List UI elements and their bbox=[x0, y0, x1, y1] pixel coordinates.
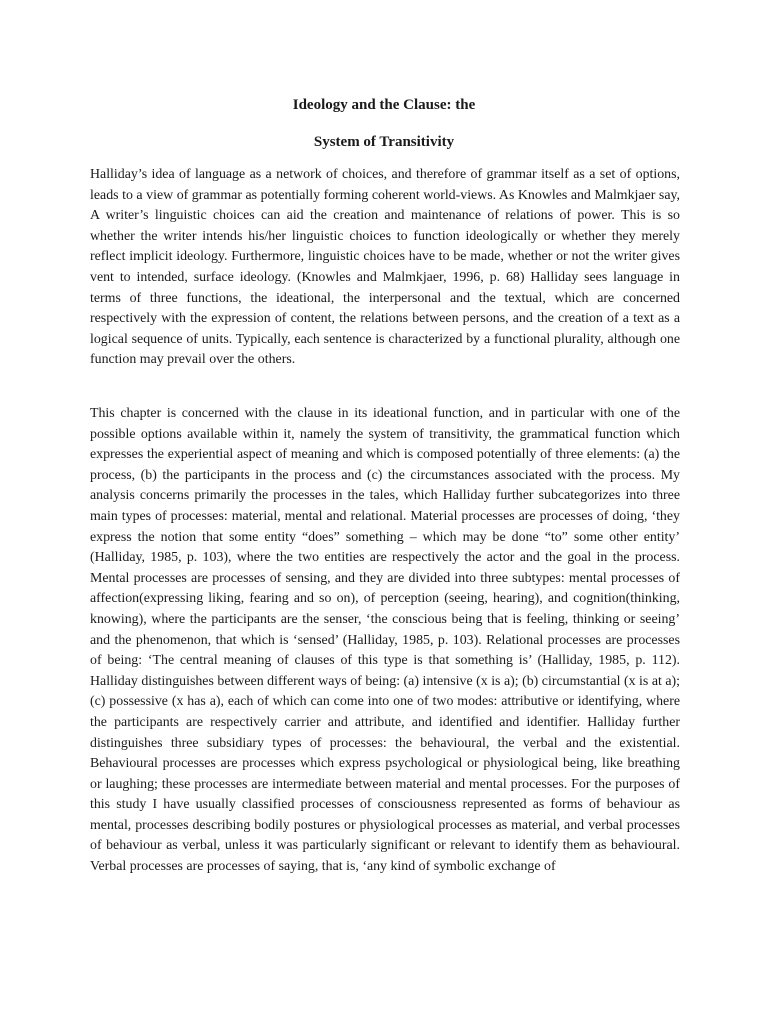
paragraph-2: This chapter is concerned with the clause in its ideational function, and in particular with one of the possible options available within it, namely the system of transitivity, the grammatical function which expresses the experiential aspect of meaning and which is composed potentially of three elements: (a) the process, (b) the participants in the process and (c) the circumstances associated with the process. My analysis concerns primarily the processes in the tales, which Halliday further subcategorizes into three main types of processes: material, mental and relational. Material processes are processes of doing, ‘they express the notion that some entity “does” something – which may be done “to” some other entity’ (Halliday, 1985, p. 103), where the two entities are respectively the actor and the goal in the process. Mental processes are processes of sensing, and they are divided into three subtypes: mental processes of affection(expressing liking, fearing and so on), of perception (seeing, hearing), and cognition(thinking, knowing), where the participants are the senser, ‘the conscious being that is feeling, thinking or seeing’ and the phenomenon, that which is ‘sensed’ (Halliday, 1985, p. 103). Relational processes are processes of being: ‘The central meaning of clauses of this type is that something is’ (Halliday, 1985, p. 112). Halliday distinguishes between different ways of being: (a) intensive (x is a); (b) circumstantial (x is at a); (c) possessive (x has a), each of which can come into one of two modes: attributive or identifying, where the participants are respectively carrier and attribute, and identified and identifier. Halliday further distinguishes three subsidiary types of processes: the behavioural, the verbal and the existential. Behavioural processes are processes which express psychological or physiological being, like breathing or laughing; these processes are intermediate between material and mental processes. For the purposes of this study I have usually classified processes of consciousness represented as forms of behaviour as mental, processes describing bodily postures or physiological processes as material, and verbal processes of behaviour as verbal, unless it was particularly significant or relevant to identify them as behavioural. Verbal processes are processes of saying, that is, ‘any kind of symbolic exchange of bbox=[90, 406, 680, 875]
title-line-2: System of Transitivity bbox=[313, 134, 455, 150]
title-line-1: Ideology and the Clause: the bbox=[292, 97, 476, 113]
paragraph-1: Halliday’s idea of language as a network of choices, and therefore of grammar itself as a set of options, leads to a view of grammar as potentially forming coherent world-views. As Knowles and Malmkjaer say, A writer’s linguistic choices can aid the creation and maintenance of relations of power. This is so whether the writer intends his/her linguistic choices to function ideologically or whether they merely reflect implicit ideology. Furthermore, linguistic choices have to be made, whether or not the writer gives vent to intended, surface ideology. (Knowles and Malmkjaer, 1996, p. 68) Halliday sees language in terms of three functions, the ideational, the interpersonal and the textual, which are concerned respectively with the expression of content, the relations between persons, and the creation of a text as a logical sequence of units. Typically, each sentence is characterized by a functional plurality, although one function may prevail over the others. bbox=[90, 167, 680, 368]
